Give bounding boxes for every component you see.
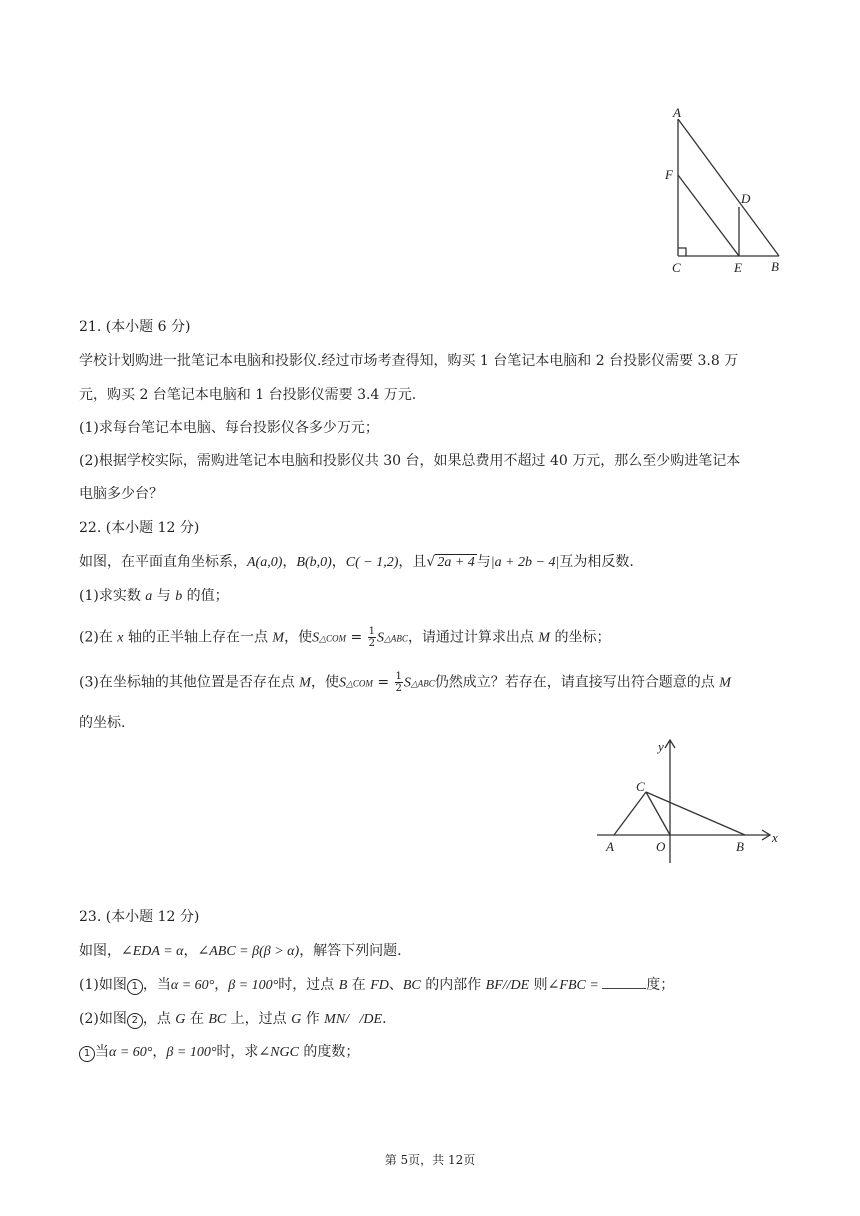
circled-one: 1 [127,979,143,995]
segment-BC: BC [402,978,421,993]
area-S-2: S [338,675,346,691]
q23-s1-a: 当 [95,1044,109,1060]
q23-subpart1 [79,1043,359,1062]
sub-com-2: △COM [345,678,373,689]
angle-FBC: ∠FBC = [547,978,603,993]
q23-intro [79,942,402,961]
answer-blank[interactable] [602,976,646,989]
beta-100: β = 100° [228,978,279,993]
mn-parallel-de: MN/ /DE [324,1012,383,1027]
var-a: a [145,589,153,604]
q23-part2 [79,1010,387,1029]
q22-p3-text-b: ，使 [310,674,339,691]
sqrt-symbol: √ [426,554,436,570]
point-G-2: G [291,1012,302,1027]
sep1: ， [282,554,297,570]
coord-A: A(a,0) [247,555,283,570]
abs-expression: |a + 2b − 4| [490,555,560,570]
var-M-2: M [538,630,551,646]
segment-BC-2: BC [208,1012,227,1027]
angle-NGC: ∠NGC [258,1045,299,1060]
label-C: C [672,260,681,275]
frac-den-2: 2 [395,683,402,694]
axis-x-label: x [772,830,778,845]
q23-p1-g: 的内部作 [420,977,486,993]
label-D: D [741,191,751,206]
frac-den: 2 [368,638,376,649]
q22-p2-text-c: ，使 [284,629,313,646]
q23-p1-d: 时，过点 [278,977,339,993]
q21-text-line2: 元，购买 2 台笔记本电脑和 1 台投影仪需要 3.4 万元. [79,387,417,403]
var-b: b [175,589,183,604]
coordinate-figure [592,735,787,865]
label-E: E [734,260,742,275]
alpha-60-2: α = 60° [109,1045,153,1060]
q22-heading: 22. (本小题 12 分) [79,520,200,536]
q22-p2-text-b: 轴的正半轴上存在一点 [123,629,273,646]
point-A-label: A [606,839,614,854]
q23-p2-a: (2)如图 [79,1011,127,1027]
point-G: G [175,1012,186,1027]
area-S-abc: S [377,630,385,646]
angle-ABC: ∠ABC = β(β > α) [197,944,300,959]
q22-p3-text-c: 仍然成立？若存在，请直接写出符合题意的点 [434,674,720,691]
triangle-figure [655,105,790,275]
sub-abc-2: △ABC [410,678,435,689]
q23-p1-i: 度； [646,977,675,993]
point-B-label: B [736,839,744,854]
equals-2: = [372,674,394,691]
q22-intro-c: 与 [476,554,491,570]
area-S-abc-2: S [403,675,411,691]
frac-num: 1 [368,626,376,637]
page-footer: 第 5页，共 12页 [384,1153,476,1167]
q22-p3-text-a: (3)在坐标轴的其他位置是否存在点 [79,674,300,691]
q22-part3 [79,671,731,694]
q22-p2-text-d: ，请通过计算求出点 [407,629,539,646]
q21-heading: 21. (本小题 6 分) [79,319,191,335]
axis-y-label: y [658,739,664,754]
frac-num-2: 1 [395,671,402,682]
q22-intro-b: ，且 [398,554,427,570]
q23-p1-f: 、 [388,977,403,993]
coord-C: C( − 1,2) [345,555,399,570]
q21-part2-line1: (2)根据学校实际，需购进笔记本电脑和投影仪共 30 台，如果总费用不超过 40 万元，那么至少购进笔记本 [79,453,741,469]
beta-100-2: β = 100° [166,1045,217,1060]
q23-p2-c: 在 [185,1011,209,1027]
fraction-half [368,626,376,649]
point-B: B [338,978,348,993]
q22-intro-d: 互为相反数. [559,554,634,570]
q23-p2-f: . [382,1011,387,1027]
label-A: A [673,105,681,120]
point-C-label: C [636,779,645,794]
q22-p2-text-e: 的坐标； [550,629,611,646]
var-M-4: M [719,675,731,691]
label-F: F [665,167,673,182]
q23-p1-b: ，当 [142,977,171,993]
q23-p1-h: 则 [529,977,548,993]
circled-two: 2 [127,1013,143,1029]
var-M-3: M [299,675,311,691]
q22-part2 [79,626,611,649]
q22-p1-text-b: 与 [152,588,176,604]
angle-EDA: ∠EDA = α [121,944,184,959]
q21-text-line1: 学校计划购进一批笔记本电脑和投影仪.经过市场考查得知，购买 1 台笔记本电脑和 2 台投影仪需要 3.8 万 [79,353,739,369]
q23-s1-d: 的度数； [298,1044,360,1060]
sep2: ， [331,554,346,570]
point-O-label: O [656,839,666,854]
q23-heading: 23. (本小题 12 分) [79,909,200,925]
q23-p1-e: 在 [347,977,371,993]
q23-sep: ， [183,943,198,959]
q23-s1-b: ， [152,1044,167,1060]
area-S: S [312,630,320,646]
var-x: x [117,630,124,646]
q22-p1-text-a: (1)求实数 [79,588,146,604]
fraction-half-2 [395,671,403,694]
q22-intro-a: 如图，在平面直角坐标系， [79,554,247,570]
q23-p2-b: ，点 [142,1011,176,1027]
bf-parallel-de: BF//DE [485,978,530,993]
q23-intro-b: ，解答下列问题. [299,943,402,959]
q23-p1-a: (1)如图 [79,977,127,993]
q22-p1-text-c: 的值； [182,588,229,604]
sqrt-expression: 2a + 4 [437,555,475,570]
q22-p2-text-a: (2)在 [79,629,118,646]
var-M: M [272,630,285,646]
q21-part1: (1)求每台笔记本电脑、每台投影仪各多少万元； [79,420,379,436]
label-B: B [771,259,779,274]
q23-p1-c: ， [214,977,229,993]
sub-com: △COM [319,633,346,644]
q21-part2-line2: 电脑多少台？ [79,486,163,502]
q23-part1 [79,976,674,995]
q22-part3-line2: 的坐标. [79,715,126,731]
q22-part1 [79,587,229,606]
q23-s1-c: 时，求 [216,1044,259,1060]
circled-one-sub: 1 [79,1046,95,1062]
equals: = [346,629,367,646]
q23-p2-d: 上，过点 [226,1011,292,1027]
segment-FD: FD [370,978,389,993]
q23-p2-e: 作 [301,1011,325,1027]
q23-intro-a: 如图， [79,943,121,959]
coord-B: B(b,0) [296,555,332,570]
sub-abc: △ABC [384,633,408,644]
alpha-60: α = 60° [170,978,215,993]
q22-intro [79,553,634,572]
